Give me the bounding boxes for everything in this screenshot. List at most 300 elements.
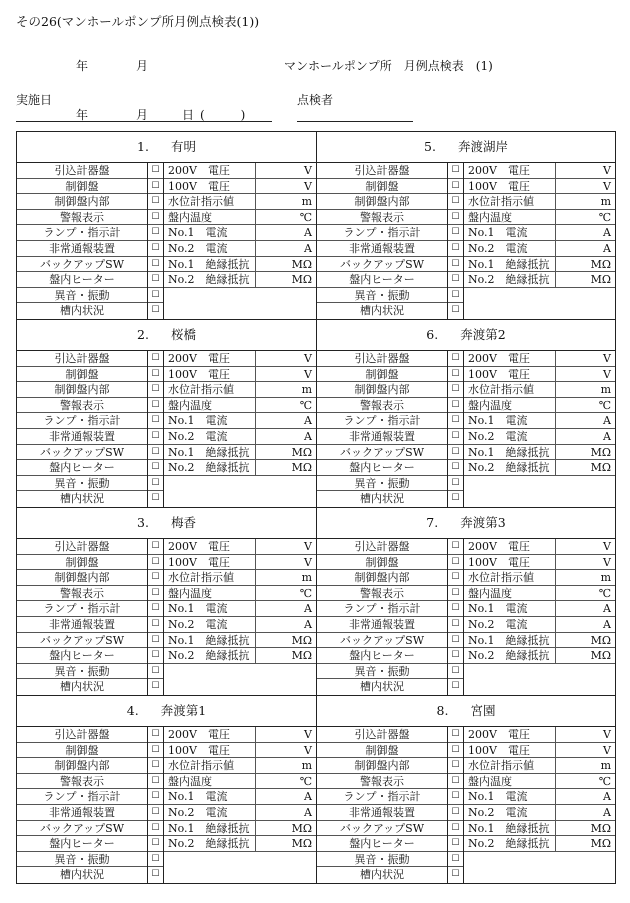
- measurement-value-field[interactable]: [555, 633, 587, 648]
- measurement-row: [164, 727, 316, 743]
- impl-date-underline: [16, 121, 272, 122]
- station-number: 5.: [424, 139, 436, 154]
- checkbox[interactable]: ☐: [148, 398, 163, 414]
- measurement-row: [464, 727, 615, 743]
- checkbox[interactable]: ☐: [148, 821, 163, 837]
- station-name: 奔渡第1: [160, 703, 207, 718]
- checkbox[interactable]: ☐: [448, 821, 463, 837]
- measurement-unit: MΩ: [291, 633, 312, 647]
- checkbox[interactable]: ☐: [148, 758, 163, 774]
- station-panel: [17, 132, 316, 319]
- measurement-row: [164, 445, 316, 461]
- checkbox[interactable]: ☐: [448, 539, 463, 555]
- measurement-unit: A: [304, 429, 312, 443]
- measurement-value-field[interactable]: [255, 570, 288, 585]
- measurement-unit: MΩ: [590, 633, 611, 647]
- checkbox[interactable]: ☐: [148, 664, 163, 680]
- checkbox[interactable]: ☐: [448, 163, 463, 179]
- measurement-row: [164, 821, 316, 837]
- measurement-value-field[interactable]: [255, 351, 288, 366]
- measurement-unit: A: [304, 414, 312, 428]
- measurement-unit: MΩ: [291, 461, 312, 475]
- checkbox[interactable]: ☐: [448, 758, 463, 774]
- measurement-label: No.1 絶縁抵抗: [168, 257, 250, 271]
- measurement-unit: MΩ: [291, 837, 312, 851]
- measurement-value-field[interactable]: [555, 570, 587, 585]
- measurement-row: [464, 601, 615, 617]
- checkbox[interactable]: ☐: [148, 288, 163, 304]
- check-item-label: 槽内状況: [60, 868, 104, 882]
- measurement-label: No.1 電流: [468, 790, 528, 804]
- measurement-value-field[interactable]: [555, 194, 587, 209]
- checkbox[interactable]: ☐: [448, 648, 463, 664]
- measurement-value-field[interactable]: [555, 460, 587, 475]
- measurement-row: [164, 179, 316, 195]
- check-item-label: 盤内ヒーター: [317, 272, 447, 288]
- checkbox[interactable]: ☐: [448, 288, 463, 304]
- measurement-label: No.1 絶縁抵抗: [168, 821, 250, 835]
- measurement-unit: V: [304, 555, 312, 569]
- checkbox[interactable]: ☐: [448, 194, 463, 210]
- measurement-label: No.1 電流: [168, 790, 228, 804]
- checkbox[interactable]: ☐: [448, 351, 463, 367]
- checkbox[interactable]: ☐: [148, 601, 163, 617]
- measurement-value-field[interactable]: [255, 601, 288, 616]
- measurement-value-field[interactable]: [555, 398, 587, 413]
- measurement-value-field[interactable]: [255, 210, 288, 225]
- measurement-value-field[interactable]: [255, 821, 288, 836]
- check-item-label: ランプ・指示計: [17, 413, 147, 429]
- check-item-column: [17, 351, 148, 507]
- measurement-value-field[interactable]: [555, 413, 587, 428]
- check-item-label: 槽内状況: [360, 304, 404, 318]
- check-item-label: 制御盤: [17, 179, 147, 195]
- checkbox[interactable]: ☐: [448, 413, 463, 429]
- measurement-row: [464, 821, 615, 837]
- measurement-label: No.1 絶縁抵抗: [468, 257, 550, 271]
- measurement-row: [464, 586, 615, 602]
- measurement-value-field[interactable]: [555, 648, 587, 663]
- checkbox[interactable]: ☐: [148, 429, 163, 445]
- measurement-label: 水位計指示値: [168, 195, 234, 209]
- measurement-value-field[interactable]: [555, 445, 587, 460]
- measurement-unit: V: [603, 555, 611, 569]
- checkbox[interactable]: ☐: [448, 257, 463, 273]
- check-item-label: バックアップSW: [317, 445, 447, 461]
- checkbox[interactable]: ☐: [148, 539, 163, 555]
- measurement-label: No.2 電流: [168, 617, 228, 631]
- measurement-value-field[interactable]: [255, 225, 288, 240]
- measurement-value-field[interactable]: [555, 601, 587, 616]
- measurement-value-field[interactable]: [255, 805, 288, 820]
- checkbox[interactable]: ☐: [151, 681, 160, 692]
- measurement-value-field[interactable]: [555, 758, 587, 773]
- measurement-column: [464, 351, 615, 507]
- checkbox[interactable]: ☐: [148, 617, 163, 633]
- checkbox[interactable]: ☐: [148, 805, 163, 821]
- checkbox[interactable]: ☐: [148, 210, 163, 226]
- checkbox[interactable]: ☐: [148, 555, 163, 571]
- measurement-value-field[interactable]: [555, 179, 587, 194]
- measurement-value-field[interactable]: [555, 351, 587, 366]
- checkbox[interactable]: ☐: [151, 305, 160, 316]
- measurement-value-field[interactable]: [255, 382, 288, 397]
- measurement-row: [464, 272, 615, 288]
- station-header: [317, 132, 615, 163]
- checkbox-column: [448, 539, 464, 695]
- measurement-value-field[interactable]: [255, 241, 288, 256]
- measurement-value-field[interactable]: [555, 367, 587, 382]
- checkbox[interactable]: ☐: [448, 225, 463, 241]
- checkbox[interactable]: ☐: [451, 493, 460, 504]
- measurement-unit: A: [304, 805, 312, 819]
- impl-year-label: 年: [76, 108, 89, 122]
- measurement-value-field[interactable]: [555, 789, 587, 804]
- measurement-value-field[interactable]: [255, 445, 288, 460]
- measurement-value-field[interactable]: [555, 272, 587, 287]
- measurement-unit: A: [603, 226, 611, 240]
- measurement-unit: V: [603, 540, 611, 553]
- check-item-label: 制御盤内部: [17, 382, 147, 398]
- inspector-label: 点検者: [297, 93, 334, 107]
- checkbox[interactable]: ☐: [151, 869, 160, 880]
- check-item-label: 槽内状況: [360, 868, 404, 882]
- checkbox[interactable]: ☐: [448, 836, 463, 852]
- measurement-label: No.2 絶縁抵抗: [168, 837, 250, 851]
- checkbox[interactable]: ☐: [148, 774, 163, 790]
- measurement-label: 盤内温度: [168, 398, 212, 412]
- checkbox[interactable]: ☐: [448, 272, 463, 288]
- measurement-row: [164, 601, 316, 617]
- checkbox[interactable]: ☐: [448, 460, 463, 476]
- checkbox[interactable]: ☐: [448, 727, 463, 743]
- checkbox[interactable]: ☐: [448, 210, 463, 226]
- check-item-label: 非常通報装置: [17, 617, 147, 633]
- measurement-unit: MΩ: [590, 273, 611, 287]
- measurement-unit: m: [600, 195, 611, 209]
- check-item-label: 非常通報装置: [17, 241, 147, 257]
- measurement-value-field[interactable]: [555, 774, 587, 789]
- measurement-row: [464, 539, 615, 555]
- checkbox[interactable]: ☐: [448, 789, 463, 805]
- station-row: [17, 319, 615, 507]
- check-item-label: 制御盤内部: [317, 382, 447, 398]
- measurement-unit: V: [603, 728, 611, 741]
- measurement-value-field[interactable]: [255, 633, 288, 648]
- checkbox[interactable]: ☐: [448, 852, 463, 868]
- checkbox[interactable]: ☐: [448, 586, 463, 602]
- check-item-label: 引込計器盤: [17, 351, 147, 367]
- checkbox[interactable]: ☐: [448, 398, 463, 414]
- checkbox[interactable]: ☐: [448, 743, 463, 759]
- checkbox[interactable]: ☐: [451, 869, 460, 880]
- measurement-value-field[interactable]: [255, 539, 288, 554]
- measurement-value-field[interactable]: [555, 821, 587, 836]
- measurement-value-field[interactable]: [255, 836, 288, 851]
- measurement-value-field[interactable]: [255, 789, 288, 804]
- checkbox[interactable]: ☐: [448, 570, 463, 586]
- checkbox[interactable]: ☐: [148, 727, 163, 743]
- measurement-unit: ℃: [299, 210, 312, 224]
- measurement-unit: m: [301, 571, 312, 585]
- measurement-label: No.2 絶縁抵抗: [468, 649, 550, 663]
- check-item-label: バックアップSW: [317, 257, 447, 273]
- check-item-label: 警報表示: [317, 210, 447, 226]
- measurement-row: [464, 382, 615, 398]
- measurement-row: [164, 257, 316, 273]
- station-header: [317, 319, 615, 351]
- checkbox-column: [148, 727, 164, 883]
- checkbox[interactable]: ☐: [148, 633, 163, 649]
- measurement-value-field[interactable]: [255, 648, 288, 663]
- measurement-value-field[interactable]: [255, 413, 288, 428]
- measurement-unit: V: [304, 367, 312, 381]
- checkbox[interactable]: ☐: [148, 225, 163, 241]
- checkbox[interactable]: ☐: [148, 570, 163, 586]
- blank-cell: [464, 476, 615, 492]
- measurement-label: 盤内温度: [468, 586, 512, 600]
- measurement-value-field[interactable]: [555, 836, 587, 851]
- checkbox[interactable]: ☐: [148, 163, 163, 179]
- measurement-unit: MΩ: [291, 273, 312, 287]
- measurement-label: No.2 電流: [468, 429, 528, 443]
- measurement-unit: V: [603, 164, 611, 177]
- measurement-label: No.2 絶縁抵抗: [168, 461, 250, 475]
- measurement-unit: V: [603, 352, 611, 365]
- check-item-label: 引込計器盤: [17, 539, 147, 555]
- check-item-label: 制御盤内部: [317, 570, 447, 586]
- checkbox[interactable]: ☐: [148, 241, 163, 257]
- measurement-value-field[interactable]: [255, 272, 288, 287]
- measurement-value-field[interactable]: [555, 429, 587, 444]
- measurement-value-field[interactable]: [555, 257, 587, 272]
- measurement-value-field[interactable]: [255, 257, 288, 272]
- checkbox[interactable]: ☐: [448, 476, 463, 492]
- measurement-row: [164, 836, 316, 852]
- checkbox[interactable]: ☐: [451, 681, 460, 692]
- checkbox-column: [448, 351, 464, 507]
- station-body: [317, 539, 615, 695]
- measurement-label: 盤内温度: [468, 774, 512, 788]
- checkbox[interactable]: ☐: [448, 382, 463, 398]
- check-item-label: 制御盤: [317, 179, 447, 195]
- measurement-value-field[interactable]: [255, 367, 288, 382]
- inspector-underline: [297, 121, 413, 122]
- checkbox[interactable]: ☐: [148, 789, 163, 805]
- measurement-row: [464, 210, 615, 226]
- measurement-label: 水位計指示値: [168, 383, 234, 397]
- measurement-label: 水位計指示値: [168, 759, 234, 773]
- station-name: 奔渡第3: [460, 515, 506, 530]
- measurement-row: [464, 758, 615, 774]
- measurement-unit: MΩ: [590, 461, 611, 475]
- measurement-value-field[interactable]: [255, 586, 288, 601]
- checkbox[interactable]: ☐: [448, 633, 463, 649]
- station-body: [17, 539, 316, 695]
- check-item-label: 盤内ヒーター: [17, 648, 147, 664]
- impl-day-label: 日: [182, 108, 195, 122]
- check-item-label: 盤内ヒーター: [17, 460, 147, 476]
- checkbox[interactable]: ☐: [148, 852, 163, 868]
- checkbox[interactable]: ☐: [448, 805, 463, 821]
- measurement-label: No.1 電流: [168, 602, 228, 616]
- check-item-label: ランプ・指示計: [317, 225, 447, 241]
- blank-cell: [164, 288, 316, 304]
- measurement-column: [164, 351, 316, 507]
- check-item-label: 非常通報装置: [317, 805, 447, 821]
- measurement-label: No.2 絶縁抵抗: [168, 273, 250, 287]
- measurement-unit: A: [603, 805, 611, 819]
- station-row: [17, 507, 615, 695]
- check-item-label: ランプ・指示計: [317, 789, 447, 805]
- measurement-unit: ℃: [299, 774, 312, 788]
- checkbox[interactable]: ☐: [148, 382, 163, 398]
- measurement-value-field[interactable]: [555, 382, 587, 397]
- measurement-unit: V: [603, 367, 611, 381]
- check-item-label: ランプ・指示計: [17, 601, 147, 617]
- measurement-row: [164, 163, 316, 179]
- measurement-label: 水位計指示値: [468, 195, 534, 209]
- check-item-label: 非常通報装置: [317, 429, 447, 445]
- station-name: 奔渡湖岸: [457, 139, 508, 154]
- measurement-value-field[interactable]: [255, 774, 288, 789]
- measurement-label: No.2 絶縁抵抗: [168, 649, 250, 663]
- measurement-unit: MΩ: [291, 821, 312, 835]
- checkbox[interactable]: ☐: [151, 493, 160, 504]
- measurement-value-field[interactable]: [555, 617, 587, 632]
- checkbox[interactable]: ☐: [448, 664, 463, 680]
- measurement-label: No.1 絶縁抵抗: [468, 633, 550, 647]
- measurement-value-field[interactable]: [555, 210, 587, 225]
- checkbox[interactable]: ☐: [148, 351, 163, 367]
- measurement-row: [164, 272, 316, 288]
- checkbox[interactable]: ☐: [148, 586, 163, 602]
- check-item-label: 盤内ヒーター: [317, 648, 447, 664]
- measurement-value-field[interactable]: [255, 163, 288, 178]
- station-header: [17, 695, 316, 727]
- checkbox[interactable]: ☐: [148, 272, 163, 288]
- checkbox-column: [448, 163, 464, 319]
- measurement-value-field[interactable]: [255, 758, 288, 773]
- checkbox[interactable]: ☐: [448, 555, 463, 571]
- check-item-label: 異音・振動: [317, 852, 447, 868]
- checkbox[interactable]: ☐: [448, 241, 463, 257]
- check-item-label: バックアップSW: [17, 821, 147, 837]
- measurement-label: No.1 絶縁抵抗: [468, 445, 550, 459]
- check-item-label: 異音・振動: [317, 664, 447, 680]
- check-item-label: 制御盤内部: [17, 194, 147, 210]
- blank-cell: [464, 852, 615, 868]
- measurement-value-field[interactable]: [255, 398, 288, 413]
- checkbox[interactable]: ☐: [448, 429, 463, 445]
- measurement-label: 水位計指示値: [468, 571, 534, 585]
- measurement-value-field[interactable]: [255, 727, 288, 742]
- measurement-value-field[interactable]: [255, 460, 288, 475]
- check-item-label: 盤内ヒーター: [317, 460, 447, 476]
- check-item-label: 制御盤内部: [317, 194, 447, 210]
- checkbox[interactable]: ☐: [148, 257, 163, 273]
- check-item-label: 異音・振動: [17, 664, 147, 680]
- checkbox[interactable]: ☐: [448, 445, 463, 461]
- measurement-value-field[interactable]: [555, 555, 587, 570]
- measurement-unit: V: [304, 352, 312, 365]
- measurement-value-field[interactable]: [255, 617, 288, 632]
- measurement-unit: MΩ: [590, 445, 611, 459]
- measurement-label: No.1 絶縁抵抗: [168, 633, 250, 647]
- measurement-unit: A: [603, 429, 611, 443]
- checkbox[interactable]: ☐: [448, 179, 463, 195]
- measurement-value-field[interactable]: [555, 163, 587, 178]
- blank-cell: [164, 476, 316, 492]
- checkbox[interactable]: ☐: [148, 445, 163, 461]
- measurement-label: 100V 電圧: [168, 179, 230, 193]
- check-item-label: 制御盤: [17, 367, 147, 383]
- station-panel: [316, 319, 615, 507]
- measurement-column: [164, 727, 316, 883]
- measurement-row: [464, 225, 615, 241]
- measurement-value-field[interactable]: [555, 743, 587, 758]
- measurement-value-field[interactable]: [555, 241, 587, 256]
- measurement-label: 盤内温度: [468, 398, 512, 412]
- measurement-unit: A: [304, 226, 312, 240]
- checkbox[interactable]: ☐: [148, 743, 163, 759]
- measurement-label: No.1 絶縁抵抗: [168, 445, 250, 459]
- measurement-value-field[interactable]: [255, 179, 288, 194]
- checkbox[interactable]: ☐: [448, 367, 463, 383]
- measurement-value-field[interactable]: [555, 539, 587, 554]
- measurement-value-field[interactable]: [255, 555, 288, 570]
- check-item-label: 異音・振動: [17, 288, 147, 304]
- measurement-unit: V: [304, 179, 312, 193]
- checkbox[interactable]: ☐: [448, 774, 463, 790]
- measurement-unit: ℃: [299, 398, 312, 412]
- measurement-unit: MΩ: [291, 257, 312, 271]
- checkbox[interactable]: ☐: [451, 305, 460, 316]
- measurement-row: [464, 413, 615, 429]
- measurement-row: [164, 617, 316, 633]
- checkbox[interactable]: ☐: [448, 617, 463, 633]
- checkbox[interactable]: ☐: [148, 367, 163, 383]
- checkbox[interactable]: ☐: [148, 413, 163, 429]
- checkbox[interactable]: ☐: [148, 648, 163, 664]
- checkbox[interactable]: ☐: [148, 179, 163, 195]
- measurement-value-field[interactable]: [555, 586, 587, 601]
- measurement-unit: V: [304, 164, 312, 177]
- measurement-value-field[interactable]: [555, 805, 587, 820]
- measurement-row: [164, 570, 316, 586]
- measurement-column: [164, 539, 316, 695]
- checkbox[interactable]: ☐: [148, 194, 163, 210]
- measurement-value-field[interactable]: [255, 429, 288, 444]
- measurement-value-field[interactable]: [255, 194, 288, 209]
- checkbox[interactable]: ☐: [148, 476, 163, 492]
- checkbox[interactable]: ☐: [448, 601, 463, 617]
- check-item-label: 制御盤内部: [317, 758, 447, 774]
- measurement-value-field[interactable]: [555, 225, 587, 240]
- checkbox[interactable]: ☐: [148, 460, 163, 476]
- check-item-label: バックアップSW: [17, 257, 147, 273]
- check-item-label: 警報表示: [17, 398, 147, 414]
- measurement-value-field[interactable]: [255, 743, 288, 758]
- measurement-value-field[interactable]: [555, 727, 587, 742]
- station-panel: [316, 132, 615, 319]
- impl-weekday-paren: ( ): [200, 108, 246, 122]
- measurement-label: No.2 電流: [468, 617, 528, 631]
- checkbox[interactable]: ☐: [148, 836, 163, 852]
- measurement-row: [464, 351, 615, 367]
- station-number: 6.: [426, 327, 439, 342]
- check-item-label: 引込計器盤: [317, 163, 447, 179]
